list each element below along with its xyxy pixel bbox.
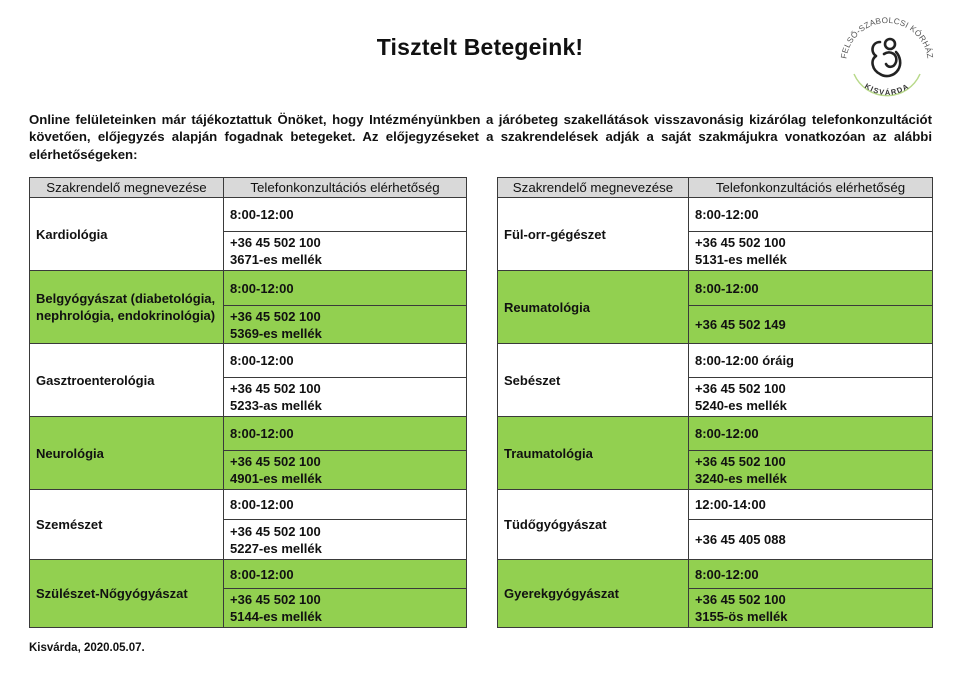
table-row [498, 198, 933, 232]
table-row [30, 560, 467, 589]
hospital-logo-icon [832, 12, 942, 104]
phone-number: +36 45 502 100 [695, 592, 786, 607]
phone-extension: 4901-es mellék [230, 471, 322, 486]
svg-text:FELSŐ-SZABOLCSI KÓRHÁZ: FELSŐ-SZABOLCSI KÓRHÁZ [839, 15, 935, 60]
department-name: Gyerekgyógyászat [498, 560, 689, 628]
phone-number: +36 45 405 088 [695, 532, 786, 547]
phone-cell [224, 306, 467, 344]
phone-number: +36 45 502 100 [230, 592, 321, 607]
department-name: Szemészet [30, 490, 224, 560]
phone-number: +36 45 502 100 [230, 235, 321, 250]
phone-extension: 5240-es mellék [695, 398, 787, 413]
phone-extension: 5144-es mellék [230, 609, 322, 624]
phone-number: +36 45 502 100 [230, 454, 321, 469]
phone-cell [689, 451, 933, 490]
table-row [498, 344, 933, 378]
phone-extension: 5369-es mellék [230, 325, 322, 341]
date-footer: Kisvárda, 2020.05.07. [29, 642, 145, 654]
intro-paragraph: Online felületeinken már tájékoztattuk Önöket, hogy Intézményünkben a járóbeteg szakellátások visszavonásig kizárólag telefonkonzultációt követően, előjegyzés alapján fogadnak betegeket. Az előjegyzéseket a szakrendelések adják a saját szakmájukra vonatkozóan az alábbi elérhetőségeken: [29, 112, 932, 162]
department-name: Tüdőgyógyászat [498, 490, 689, 560]
consult-hours: 8:00-12:00 [224, 271, 467, 306]
department-name: Fül-orr-gégészet [498, 198, 689, 271]
consult-hours: 8:00-12:00 [224, 344, 467, 378]
consult-hours: 8:00-12:00 [224, 198, 467, 232]
page-title: Tisztelt Betegeink! [376, 34, 584, 60]
department-name: Szülészet-Nőgyógyászat [30, 560, 224, 628]
schedule-table-left [29, 177, 467, 628]
phone-number: +36 45 502 100 [695, 235, 786, 250]
phone-number: +36 45 502 100 [230, 308, 321, 324]
column-header-name: Szakrendelő megnevezése [30, 178, 224, 198]
department-name: Reumatológia [498, 271, 689, 344]
table-row [30, 490, 467, 520]
table-row [30, 198, 467, 232]
table-row [498, 417, 933, 451]
department-name: Traumatológia [498, 417, 689, 490]
phone-cell [689, 306, 933, 344]
consult-hours: 8:00-12:00 [689, 198, 933, 232]
phone-cell [224, 589, 467, 628]
phone-cell [224, 378, 467, 417]
consult-hours: 8:00-12:00 óráig [689, 344, 933, 378]
table-row [30, 417, 467, 451]
column-header-name: Szakrendelő megnevezése [498, 178, 689, 198]
phone-number: +36 45 502 100 [230, 381, 321, 396]
table-header-row [30, 178, 467, 198]
phone-cell [689, 520, 933, 560]
phone-cell [224, 232, 467, 271]
department-name: Sebészet [498, 344, 689, 417]
consult-hours: 8:00-12:00 [689, 560, 933, 589]
column-header-contact: Telefonkonzultációs elérhetőség [689, 178, 933, 198]
svg-text:KISVÁRDA: KISVÁRDA [863, 81, 911, 98]
table-row [30, 344, 467, 378]
table-row [30, 271, 467, 306]
consult-hours: 8:00-12:00 [689, 271, 933, 306]
phone-extension: 3240-es mellék [695, 471, 787, 486]
phone-extension: 3671-es mellék [230, 252, 322, 267]
phone-number: +36 45 502 149 [695, 317, 786, 332]
consult-hours: 8:00-12:00 [224, 490, 467, 520]
table-row [498, 490, 933, 520]
table-row [498, 271, 933, 306]
hospital-logo [832, 12, 942, 104]
phone-cell [689, 589, 933, 628]
consult-hours: 12:00-14:00 [689, 490, 933, 520]
department-name: Kardiológia [30, 198, 224, 271]
phone-cell [689, 378, 933, 417]
table-row [498, 560, 933, 589]
phone-extension: 5227-es mellék [230, 540, 322, 556]
department-name: Neurológia [30, 417, 224, 490]
consult-hours: 8:00-12:00 [224, 417, 467, 451]
phone-number: +36 45 502 100 [695, 381, 786, 396]
schedule-table-right [497, 177, 933, 628]
phone-number: +36 45 502 100 [695, 454, 786, 469]
phone-cell [224, 520, 467, 560]
consult-hours: 8:00-12:00 [689, 417, 933, 451]
phone-extension: 3155-ös mellék [695, 609, 788, 624]
column-header-contact: Telefonkonzultációs elérhetőség [224, 178, 467, 198]
consult-hours: 8:00-12:00 [224, 560, 467, 589]
department-name: Gasztroenterológia [30, 344, 224, 417]
phone-cell [224, 451, 467, 490]
phone-extension: 5233-as mellék [230, 398, 322, 413]
phone-cell [689, 232, 933, 271]
table-header-row [498, 178, 933, 198]
phone-extension: 5131-es mellék [695, 252, 787, 267]
department-name: Belgyógyászat (diabetológia, nephrológia, endokrinológia) [30, 271, 224, 344]
phone-number: +36 45 502 100 [230, 523, 321, 539]
